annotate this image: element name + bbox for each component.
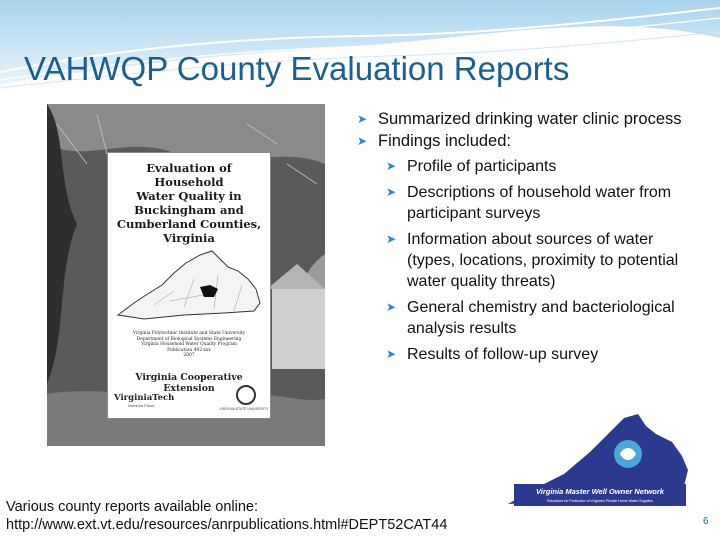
bullet-item <box>356 130 696 152</box>
bullet-text: Descriptions of household water from participant surveys <box>407 184 672 222</box>
cover-title-line: Virginia <box>163 231 215 245</box>
footer-link[interactable]: http://www.ext.vt.edu/resources/anrpublications.html#DEPT52CAT44 <box>6 517 448 533</box>
sub-bullet-item <box>356 229 696 292</box>
bullet-text: Results of follow-up survey <box>407 346 599 363</box>
cover-title-line: Cumberland Counties, <box>116 217 262 231</box>
cover-title-line: Water Quality in <box>136 189 242 203</box>
cover-title <box>112 161 266 245</box>
logo-name: Virginia Master Well Owner Network <box>536 487 664 496</box>
bullet-marker-icon: ➤ <box>386 347 397 361</box>
cover-extension-name: Virginia Cooperative Extension <box>135 372 243 394</box>
cover-institution-line: Virginia Polytechnic Institute and State University <box>132 331 246 336</box>
cover-title-line: Evaluation of Household <box>146 161 232 189</box>
cover-institution-line: Department of Biological Systems Engineering <box>136 336 242 342</box>
cover-institution <box>112 331 266 359</box>
cover-institution-line: 2007 <box>183 353 195 359</box>
virginia-tech-tagline: Invent the Future <box>128 404 155 408</box>
master-well-owner-network-logo <box>506 412 691 512</box>
sub-bullet-item <box>356 344 696 365</box>
cover-institution-line: Publication 442-xxx <box>167 347 211 353</box>
logo-tagline: Educators for Protection of Virginia's Private Home Water Supplies <box>547 499 653 503</box>
bullet-text: General chemistry and bacteriological analysis results <box>407 299 675 337</box>
bullet-text: Profile of participants <box>407 158 557 175</box>
bullet-text: Information about sources of water (types, locations, proximity to potential water quality threats) <box>407 231 679 290</box>
bullet-item <box>356 108 696 130</box>
bullet-marker-icon: ➤ <box>386 185 397 199</box>
sub-bullet-item <box>356 156 696 177</box>
cover-title-line: Buckingham and <box>134 203 244 217</box>
bullet-marker-icon: ➤ <box>386 300 397 314</box>
university-seal-icon <box>236 385 256 405</box>
sub-bullet-item <box>356 297 696 339</box>
bullet-marker-icon: ➤ <box>386 159 397 173</box>
bullet-marker-icon: ➤ <box>357 134 368 148</box>
cover-card <box>107 152 271 419</box>
bullet-marker-icon: ➤ <box>357 112 368 126</box>
bullet-marker-icon: ➤ <box>386 232 397 246</box>
footer-line: Various county reports available online: <box>6 499 259 515</box>
sub-bullet-item <box>356 182 696 224</box>
bullet-text: Findings included: <box>378 132 511 150</box>
virginia-map <box>114 245 264 327</box>
cover-institution-line: Virginia Household Water Quality Program <box>141 342 237 348</box>
virginia-tech-logo: VirginiaTech <box>114 393 175 403</box>
report-cover-image <box>47 104 325 446</box>
slide-title: VAHWQP County Evaluation Reports <box>24 50 570 87</box>
footer-note <box>6 498 447 534</box>
seal-caption: VIRGINIA STATE UNIVERSITY <box>219 407 269 411</box>
bullet-list <box>356 108 696 365</box>
page-number: 6 <box>703 516 709 527</box>
bullet-text: Summarized drinking water clinic process <box>378 110 682 128</box>
